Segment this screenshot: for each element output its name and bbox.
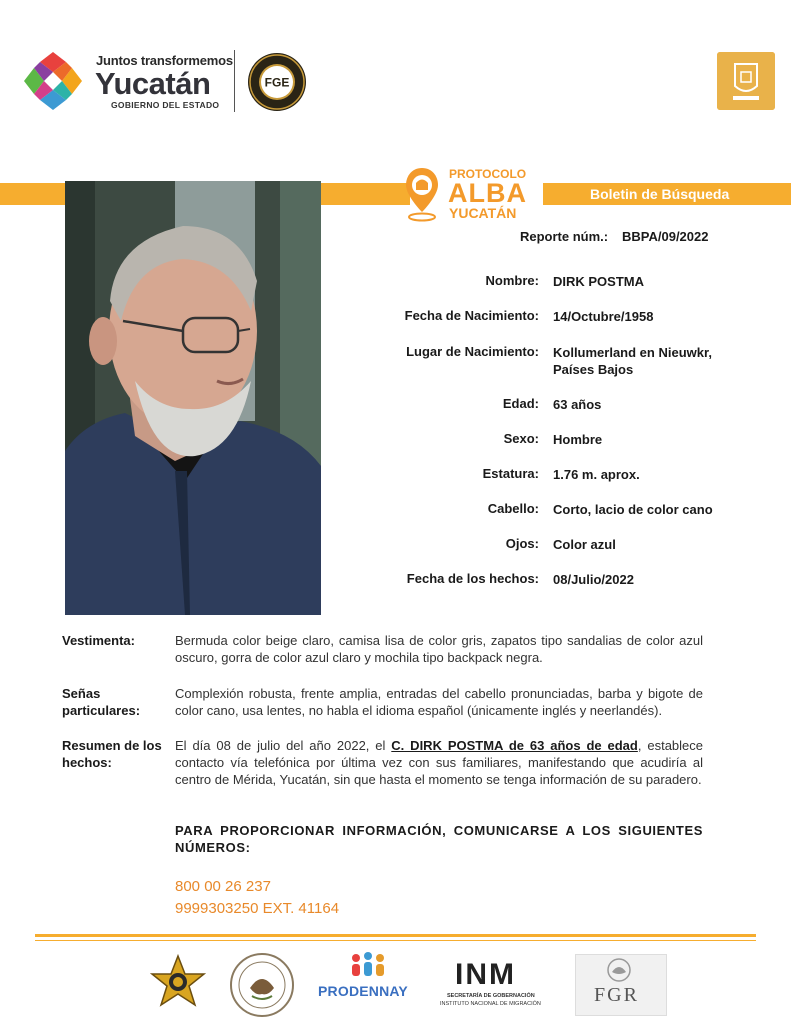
field-label-edad: Edad: (502, 396, 539, 411)
portrait-illustration-icon (65, 181, 321, 615)
yucatan-government-logo-icon (20, 48, 86, 114)
field-value-sexo: Hombre (553, 432, 603, 447)
vestimenta-text: Bermuda color beige claro, camisa lisa de color gris, zapatos tipo sandalias de color azul oscuro, gorra de color azul claro y mochila tipo backpack negra. (175, 633, 703, 665)
missing-person-photo (65, 181, 321, 615)
contact-call-to-action: PARA PROPORCIONAR INFORMACIÓN, COMUNICARSE A LOS SIGUIENTES NÚMEROS: (175, 823, 703, 855)
fge-label: FGE (264, 75, 290, 90)
senas-label-line2: particulares: (62, 703, 141, 718)
inm-subtitle-2: INSTITUTO NACIONAL DE MIGRACIÓN (440, 1001, 541, 1007)
inm-subtitle-1: SECRETARÍA DE GOBERNACIÓN (447, 993, 535, 999)
field-value-fecha-nacimiento: 14/Octubre/1958 (553, 309, 654, 324)
vestimenta-label: Vestimenta: (62, 633, 135, 648)
field-label-fecha-nacimiento: Fecha de Nacimiento: (404, 308, 539, 323)
phone-number-1[interactable]: 800 00 26 237 (175, 878, 271, 895)
fge-seal-icon (247, 52, 307, 112)
resumen-text-pre: El día 08 de julio del año 2022, el (175, 738, 392, 753)
boletin-label: Boletin de Búsqueda (590, 186, 730, 202)
guardia-nacional-seal-icon (228, 952, 296, 1018)
resumen-text (175, 737, 703, 788)
gov-slogan-line1: Juntos transformemos (96, 53, 233, 68)
prodennay-logo-text: PRODENNAY (318, 983, 408, 999)
alba-location-pin-icon (404, 166, 440, 222)
field-value-edad: 63 años (553, 397, 602, 412)
field-value-ojos: Color azul (553, 537, 616, 552)
resumen-label-line2: hechos: (62, 755, 112, 770)
footer-divider-thick (35, 934, 756, 937)
field-label-fecha-hechos: Fecha de los hechos: (406, 571, 539, 586)
gov-slogan-line2: Yucatán (95, 66, 211, 101)
fgr-eagle-icon (604, 957, 634, 983)
header-divider (234, 50, 235, 112)
prodennay-family-icon (348, 952, 388, 980)
field-label-ojos: Ojos: (505, 536, 539, 551)
gov-slogan-line3: GOBIERNO DEL ESTADO (111, 100, 220, 110)
field-value-cabello: Corto, lacio de color cano (553, 502, 713, 517)
resumen-label-line1: Resumen de los (62, 738, 162, 753)
field-label-estatura: Estatura: (482, 466, 539, 481)
footer-divider-thin (35, 940, 756, 941)
orange-band-middle (320, 183, 410, 205)
field-value-nombre: DIRK POSTMA (553, 274, 644, 289)
alba-protocol-line3: YUCATÁN (449, 205, 517, 221)
field-value-fecha-hechos: 08/Julio/2022 (553, 572, 634, 587)
alba-protocol-line1: PROTOCOLO (449, 167, 527, 181)
inm-logo-text: INM (455, 958, 516, 991)
yucatan-coat-of-arms-icon (717, 52, 775, 110)
resumen-text-highlight: C. DIRK POSTMA de 63 años de edad (391, 738, 638, 753)
orange-band-left (0, 183, 66, 205)
fgr-logo-text: FGR (594, 984, 639, 1006)
field-value-lugar-nacimiento-line2: Países Bajos (553, 362, 634, 377)
field-label-nombre: Nombre: (485, 273, 539, 288)
field-value-lugar-nacimiento: Kollumerland en Nieuwkr, (553, 345, 712, 360)
senas-text: Complexión robusta, frente amplia, entradas del cabello pronunciadas, barba y bigote de color cano, usa lentes, no habla el idioma español (únicamente inglés y neerlandés). (175, 686, 703, 718)
field-value-estatura: 1.76 m. aprox. (553, 467, 640, 482)
field-label-lugar-nacimiento: Lugar de Nacimiento: (406, 344, 539, 359)
report-number-value: BBPA/09/2022 (622, 229, 709, 244)
field-label-cabello: Cabello: (487, 501, 539, 516)
senas-label-line1: Señas (62, 686, 101, 701)
field-label-sexo: Sexo: (503, 431, 539, 446)
phone-number-2[interactable]: 9999303250 EXT. 41164 (175, 900, 340, 917)
report-number-label: Reporte núm.: (520, 229, 609, 244)
alba-protocol-line2: ALBA (448, 178, 527, 208)
police-star-badge-icon (148, 952, 208, 1018)
resumen-text-post: , establece contacto vía telefónica por última vez con sus familiares, manifestando que acudiría al centro de Mérida, Yucatán, sin que hasta el momento se tenga información de su paradero. (175, 738, 704, 787)
